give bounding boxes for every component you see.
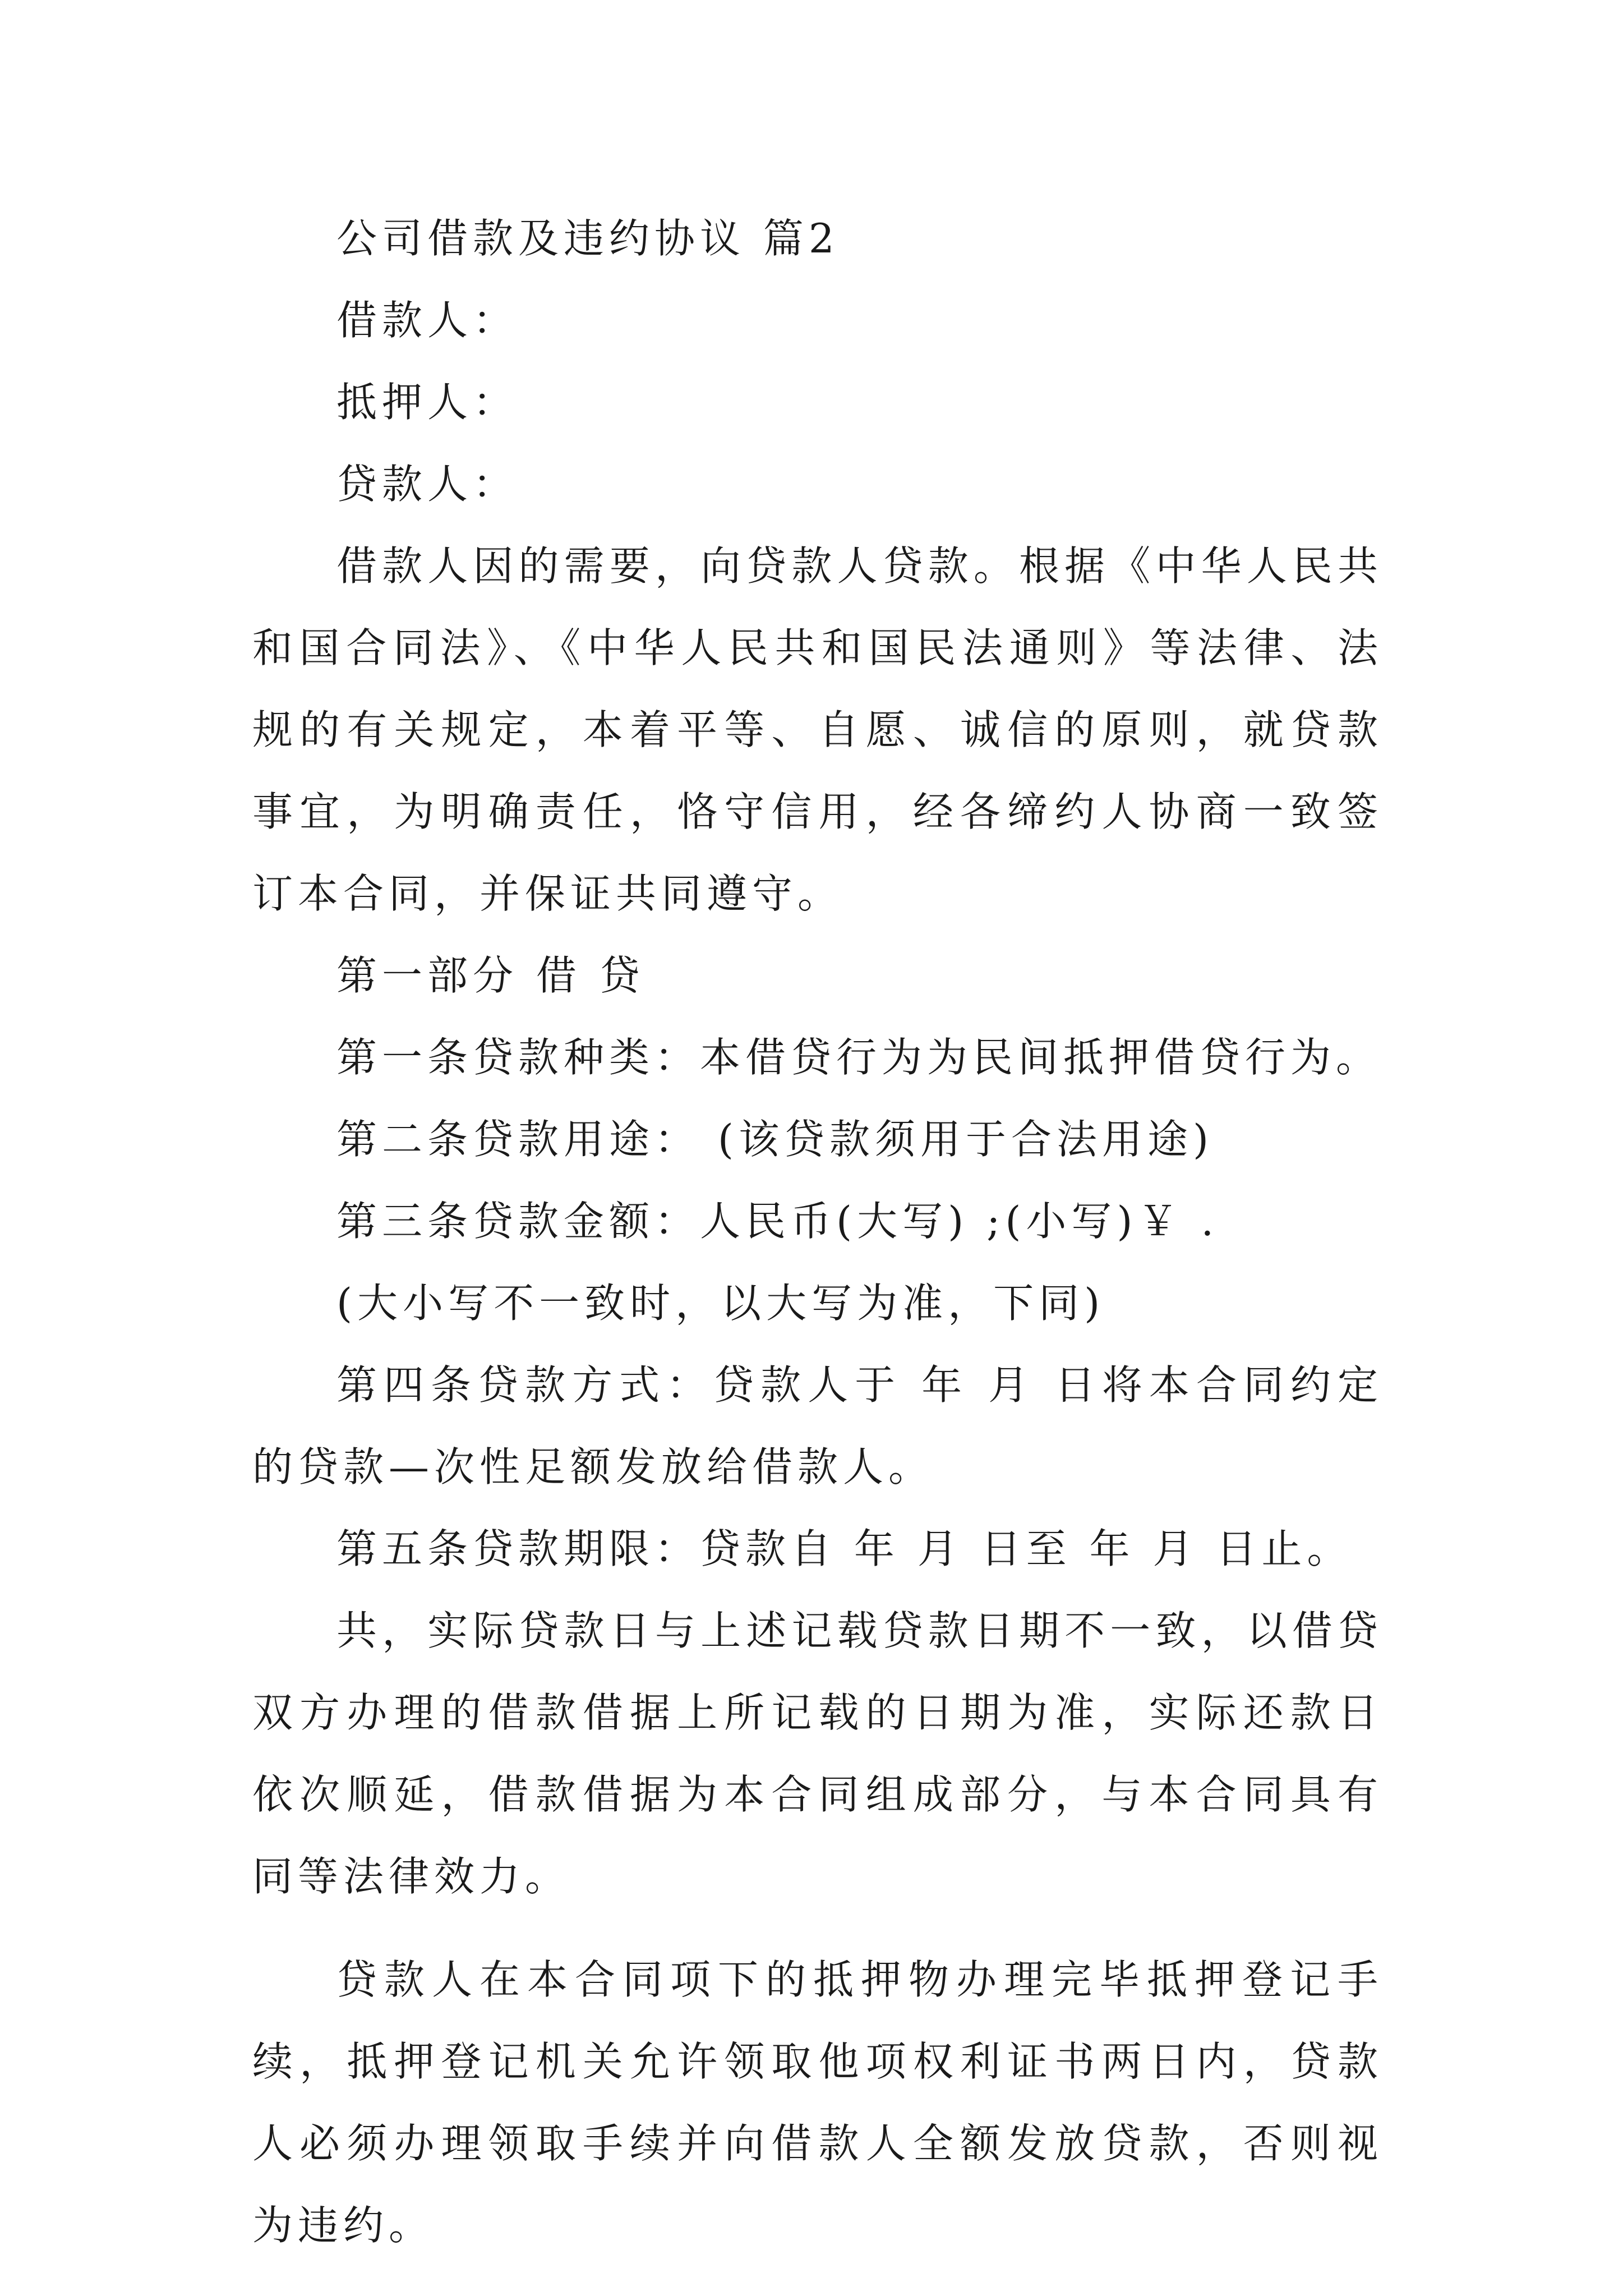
part-one-heading: 第一部分 借 贷: [336, 952, 645, 999]
article-2-loan-purpose: 第二条贷款用途： (该贷款须用于合法用途): [336, 1116, 1214, 1163]
preamble-paragraph: 借款人因的需要，向贷款人贷款。根据《中华人民共和国合同法》、《中华人民共和国民法通则》等法律、法规的有关规定，本着平等、自愿、诚信的原则，就贷款事宜，为明确责任，恪守信用，经各缔约人协商一致签订本合同，并保证共同遵守。: [252, 542, 1383, 917]
document-title: 公司借款及违约协议 篇2: [336, 215, 840, 262]
mortgagor-line: 抵押人：: [336, 379, 519, 426]
article-5-loan-term: 第五条贷款期限：贷款自 年 月 日至 年 月 日止。: [336, 1525, 1353, 1572]
amount-note: (大小写不一致时，以大写为准，下同): [336, 1280, 1105, 1327]
document-body: [252, 197, 1383, 2266]
article-4-loan-method: 第四条贷款方式：贷款人于 年 月 日将本合同约定的贷款—次性足额发放给借款人。: [252, 1361, 1383, 1490]
article-3-loan-amount: 第三条贷款金额：人民币(大写) ;(小写)￥ .: [336, 1198, 1219, 1245]
borrower-line: 借款人：: [336, 297, 519, 344]
article-1-loan-type: 第一条贷款种类：本借贷行为为民间抵押借贷行为。: [336, 1034, 1382, 1081]
mortgage-registration-paragraph: 贷款人在本合同项下的抵押物办理完毕抵押登记手续，抵押登记机关允许领取他项权利证书两日内，贷款人必须办理领取手续并向借款人全额发放贷款，否则视为违约。: [252, 1956, 1383, 2249]
lender-line: 贷款人：: [336, 461, 519, 508]
date-adjustment-paragraph: 共，实际贷款日与上述记载贷款日期不一致，以借贷双方办理的借款借据上所记载的日期为准，实际还款日依次顺延，借款借据为本合同组成部分，与本合同具有同等法律效力。: [252, 1607, 1383, 1900]
